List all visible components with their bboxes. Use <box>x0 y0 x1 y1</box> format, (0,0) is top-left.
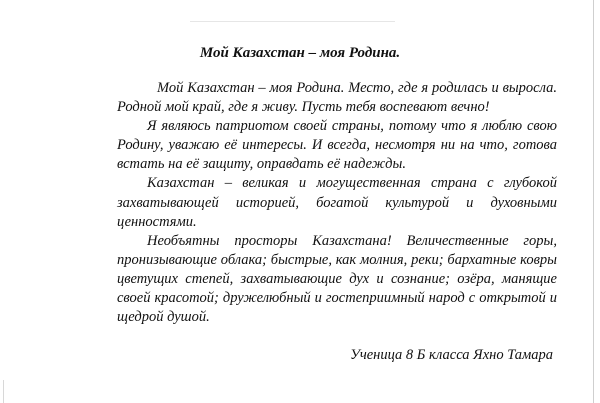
document-body <box>117 79 557 327</box>
paragraph-3: Казахстан – великая и могущественная страна с глубокой захватывающей историей, богатой культурой и духовными ценностями. <box>117 175 557 230</box>
page-left-edge <box>3 380 4 403</box>
paragraph-2: Я являюсь патриотом своей страны, потому что я люблю свою Родину, уважаю её интересы. И всегда, несмотря ни на что, готова встать на её защиту, оправдать её надежды. <box>117 118 557 173</box>
author-signature: Ученица 8 Б класса Яхно Тамара <box>350 347 553 363</box>
paragraph-1: Мой Казахстан – моя Родина. Место, где я родилась и выросла. Родной мой край, где я живу. Пусть тебя воспевают вечно! <box>117 80 557 116</box>
paragraph-4: Необъятны просторы Казахстана! Величественные горы, пронизывающие облака; быстрые, как молния, реки; бархатные ковры цветущих степей, захватывающие дух и сознание; озёра, манящие своей красотой; дружелюбный и гостеприимный народ с открытой и щедрой душой. <box>117 232 557 326</box>
top-divider <box>190 21 395 22</box>
document-title: Мой Казахстан – моя Родина. <box>199 45 401 61</box>
